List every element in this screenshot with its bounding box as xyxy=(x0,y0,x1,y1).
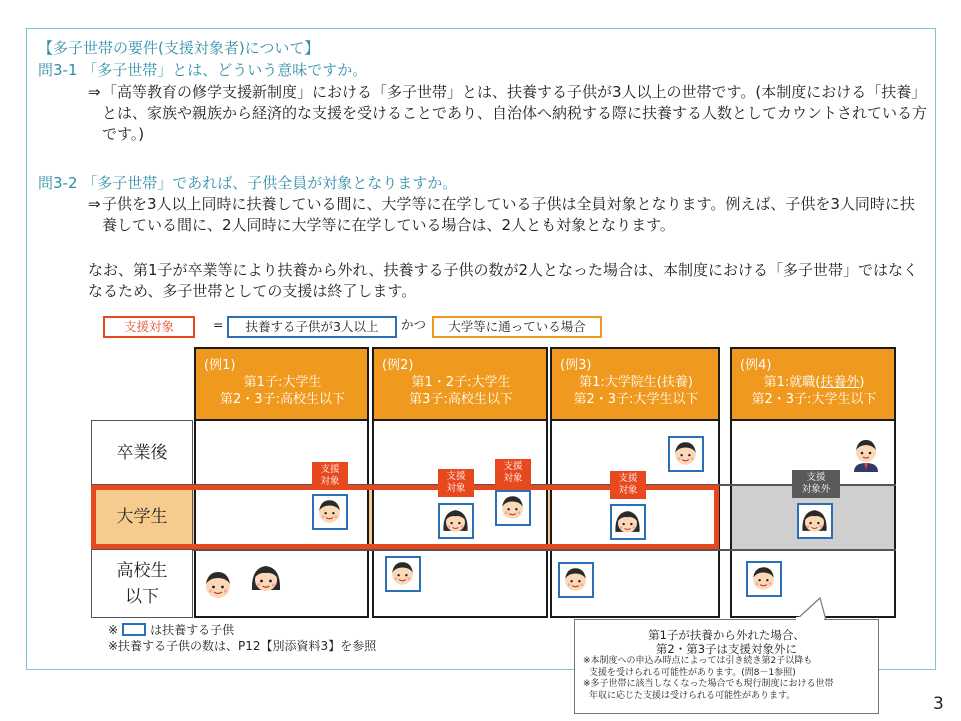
callout-note-1: ※本制度への申込み時点によっては引き続き第2子以降も xyxy=(583,656,813,666)
arrow-glyph: ⇒ xyxy=(88,195,101,213)
question-3-2: 問3-2 「多子世帯」であれば、子供全員が対象となりますか。 xyxy=(38,174,458,192)
example-header-3 xyxy=(552,349,718,421)
example-line1 xyxy=(740,374,888,391)
legend-target-box: 支援対象 xyxy=(103,316,195,338)
example-line1-a: 第1:就職( xyxy=(763,375,821,390)
target-badge: 支援 対象 xyxy=(312,462,348,490)
answer-3-2 xyxy=(88,194,928,236)
row-divider xyxy=(91,549,896,551)
footnote-mark: ※ xyxy=(108,623,119,637)
legend-condition-1: 扶養する子供が3人以上 xyxy=(227,316,397,338)
example-line1: 第1・2子:大学生 xyxy=(411,375,511,390)
adult-icon xyxy=(848,436,884,472)
answer-3-1-text: 「高等教育の修学支援新制度」における「多子世帯」とは、扶養する子供が3人以上の世帯です。(本制度における「扶養」とは、家族や親族から経済的な支援を受けることであり、自治体へ納税する際に扶養する人数としてカウントされている方です。) xyxy=(102,83,928,143)
child-icon xyxy=(438,503,474,539)
example-title: (例4) xyxy=(740,358,772,373)
child-icon xyxy=(746,561,782,597)
example-line2: 第2・3子:大学生以下 xyxy=(751,392,877,407)
legend-equals: = xyxy=(213,317,224,332)
callout-line-1: 第1子が扶養から外れた場合、 xyxy=(648,628,805,642)
section-heading: 【多子世帯の要件(支援対象者)について】 xyxy=(38,39,320,57)
row-label-highschool: 高校生以下 xyxy=(91,549,193,618)
example-title: (例1) xyxy=(204,358,236,373)
question-3-1: 問3-1 「多子世帯」とは、どういう意味ですか。 xyxy=(38,61,368,79)
callout-box xyxy=(574,619,879,714)
example-title: (例3) xyxy=(560,358,592,373)
child-icon xyxy=(385,556,421,592)
child-icon xyxy=(248,560,284,596)
example-header-1 xyxy=(196,349,367,421)
answer-3-2-text: 子供を3人以上同時に扶養している間に、大学等に在学している子供は全員対象となります。例えば、子供を3人同時に扶養している間に、2人同時に大学等に在学している場合は、2人とも対象となります。 xyxy=(102,195,915,234)
example-header-2 xyxy=(374,349,546,421)
row-label-graduated: 卒業後 xyxy=(91,420,193,485)
target-badge: 支援 対象 xyxy=(610,471,646,499)
child-icon xyxy=(312,494,348,530)
example-line1: 第1:大学院生(扶養) xyxy=(579,375,693,390)
target-badge: 支援 対象 xyxy=(495,459,531,487)
legend-and: かつ xyxy=(401,317,427,332)
child-icon xyxy=(610,504,646,540)
child-icon xyxy=(558,562,594,598)
arrow-glyph: ⇒ xyxy=(88,83,101,101)
example-line2: 第3子:高校生以下 xyxy=(409,392,513,407)
example-line2: 第2・3子:高校生以下 xyxy=(220,392,345,407)
answer-3-1 xyxy=(88,82,928,145)
page-number: 3 xyxy=(933,694,944,714)
footnote-1 xyxy=(108,622,234,638)
example-line1-c: ) xyxy=(859,375,865,390)
callout-pointer-mask xyxy=(796,617,824,623)
callout-line-2: 第2・第3子は支援対象外に xyxy=(655,642,798,656)
child-icon xyxy=(495,490,531,526)
not-target-badge: 支援 対象外 xyxy=(792,470,840,498)
footnote-text: は扶養する子供 xyxy=(150,623,235,637)
footnote-2: ※扶養する子供の数は、P12【別添資料3】を参照 xyxy=(108,639,377,653)
row-label-university: 大学生 xyxy=(91,485,193,549)
callout-note-2: 支援を受けられる可能性があります。(問8－1参照) xyxy=(589,667,796,678)
example-line1-underlined: 扶養外 xyxy=(820,375,860,390)
callout-note-4: 年収に応じた支援は受けられる可能性があります。 xyxy=(589,690,796,701)
example-header-4 xyxy=(732,349,894,421)
example-line2: 第2・3子:大学生以下 xyxy=(573,392,699,407)
answer-3-2-note xyxy=(88,260,928,302)
target-badge: 支援 対象 xyxy=(438,469,474,497)
callout-note-3: ※多子世帯に該当しなくなった場合でも現行制度における世帯 xyxy=(583,679,834,689)
child-icon xyxy=(797,503,833,539)
child-icon xyxy=(668,436,704,472)
answer-3-2-note-text: なお、第1子が卒業等により扶養から外れ、扶養する子供の数が2人となった場合は、本制度における「多子世帯」ではなくなるため、多子世帯としての支援は終了します。 xyxy=(88,261,918,300)
child-icon xyxy=(200,567,236,603)
blue-frame-legend-icon xyxy=(122,623,146,636)
example-title: (例2) xyxy=(382,358,414,373)
legend-condition-2: 大学等に通っている場合 xyxy=(432,316,602,338)
example-line1: 第1子:大学生 xyxy=(243,375,322,390)
